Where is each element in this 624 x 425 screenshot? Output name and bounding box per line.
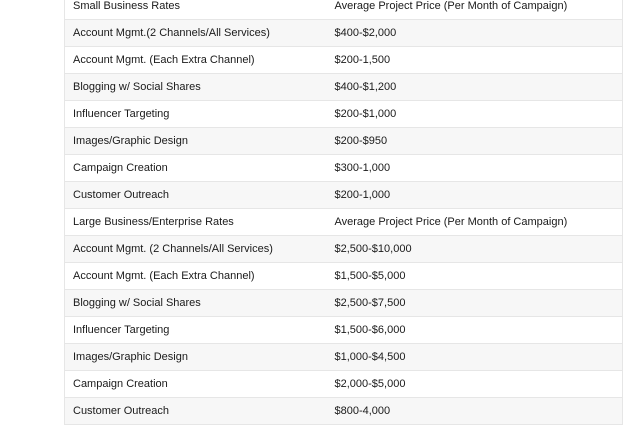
pricing-table-container bbox=[64, 0, 622, 425]
row-label: Blogging w/ Social Shares bbox=[65, 290, 327, 317]
row-value: $200-1,500 bbox=[327, 47, 623, 74]
row-value: $2,000-$5,000 bbox=[327, 371, 623, 398]
row-label: Account Mgmt.(2 Channels/All Services) bbox=[65, 20, 327, 47]
row-label: Small Business Rates bbox=[65, 0, 327, 20]
row-label: Images/Graphic Design bbox=[65, 344, 327, 371]
table-row bbox=[65, 398, 623, 425]
row-label: Influencer Targeting bbox=[65, 317, 327, 344]
row-value: $2,500-$7,500 bbox=[327, 290, 623, 317]
table-row bbox=[65, 20, 623, 47]
table-row bbox=[65, 74, 623, 101]
table-row bbox=[65, 47, 623, 74]
row-value: $1,000-$4,500 bbox=[327, 344, 623, 371]
row-value: $1,500-$5,000 bbox=[327, 263, 623, 290]
table-row bbox=[65, 101, 623, 128]
row-value: Average Project Price (Per Month of Campaign) bbox=[327, 209, 623, 236]
table-row bbox=[65, 263, 623, 290]
row-value: $800-4,000 bbox=[327, 398, 623, 425]
row-value: $2,500-$10,000 bbox=[327, 236, 623, 263]
row-value: $200-$950 bbox=[327, 128, 623, 155]
row-label: Influencer Targeting bbox=[65, 101, 327, 128]
row-label: Account Mgmt. (Each Extra Channel) bbox=[65, 47, 327, 74]
row-value: $400-$1,200 bbox=[327, 74, 623, 101]
row-value: $300-1,000 bbox=[327, 155, 623, 182]
row-value: Average Project Price (Per Month of Campaign) bbox=[327, 0, 623, 20]
row-value: $200-$1,000 bbox=[327, 101, 623, 128]
table-row bbox=[65, 371, 623, 398]
row-value: $1,500-$6,000 bbox=[327, 317, 623, 344]
row-label: Large Business/Enterprise Rates bbox=[65, 209, 327, 236]
row-label: Campaign Creation bbox=[65, 371, 327, 398]
row-value: $200-1,000 bbox=[327, 182, 623, 209]
table-row-header-large-business bbox=[65, 209, 623, 236]
row-label: Blogging w/ Social Shares bbox=[65, 74, 327, 101]
row-label: Customer Outreach bbox=[65, 398, 327, 425]
table-row bbox=[65, 317, 623, 344]
table-row bbox=[65, 155, 623, 182]
table-row-header-small-business bbox=[65, 0, 623, 20]
row-label: Account Mgmt. (Each Extra Channel) bbox=[65, 263, 327, 290]
table-row bbox=[65, 128, 623, 155]
table-row bbox=[65, 182, 623, 209]
pricing-table bbox=[64, 0, 623, 425]
table-row bbox=[65, 236, 623, 263]
row-label: Images/Graphic Design bbox=[65, 128, 327, 155]
row-label: Account Mgmt. (2 Channels/All Services) bbox=[65, 236, 327, 263]
row-label: Customer Outreach bbox=[65, 182, 327, 209]
row-value: $400-$2,000 bbox=[327, 20, 623, 47]
row-label: Campaign Creation bbox=[65, 155, 327, 182]
table-row bbox=[65, 290, 623, 317]
table-row bbox=[65, 344, 623, 371]
